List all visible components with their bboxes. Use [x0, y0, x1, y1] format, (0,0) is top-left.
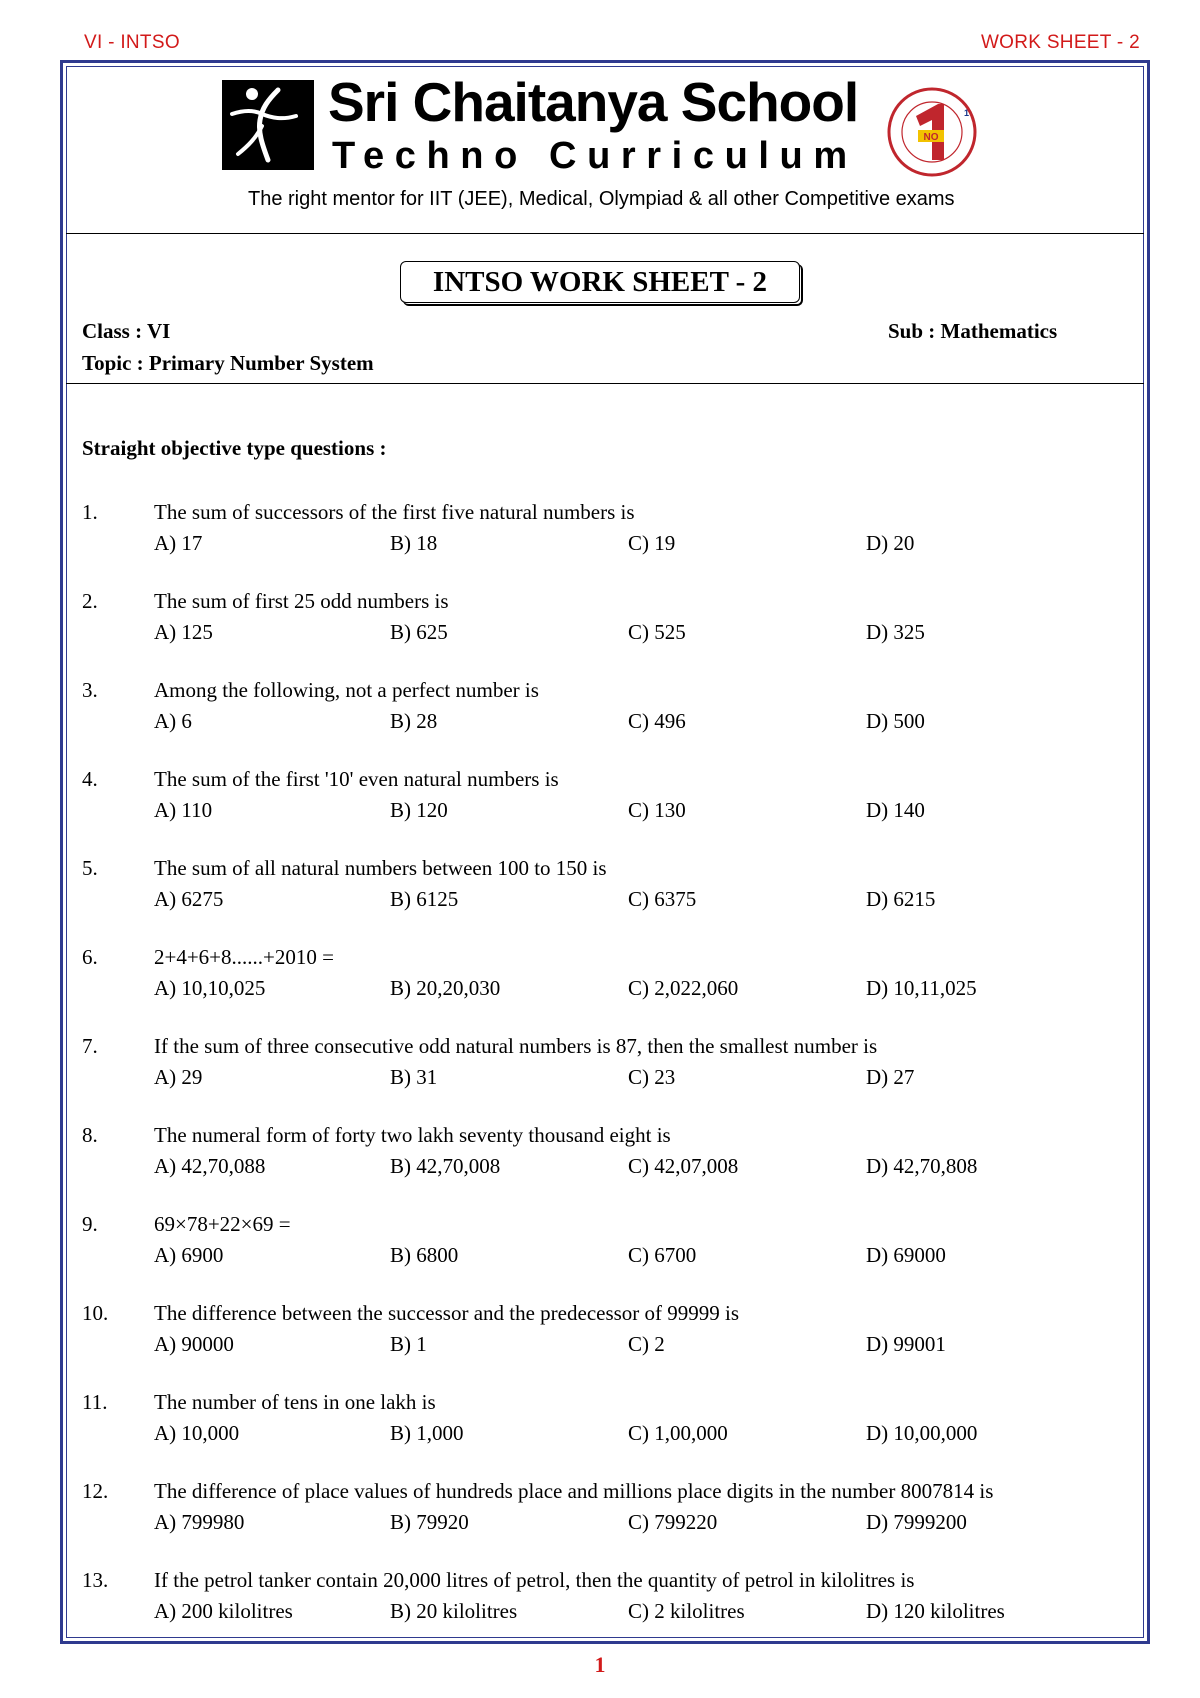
question-number: 4. — [82, 767, 98, 791]
question-text: The sum of first 25 odd numbers is — [154, 589, 449, 613]
question-text: The difference between the successor and the predecessor of 99999 is — [154, 1301, 740, 1325]
answer-option: D) 7999200 — [866, 1510, 967, 1534]
answer-option: C) 130 — [628, 798, 686, 822]
answer-option: A) 110 — [154, 798, 213, 822]
page-number: 1 — [594, 1652, 606, 1677]
answer-option: B) 6800 — [390, 1243, 459, 1267]
question-text: Among the following, not a perfect number is — [154, 678, 539, 702]
curriculum-name: Techno Curriculum — [332, 135, 858, 177]
question-text: The numeral form of forty two lakh seventy thousand eight is — [154, 1123, 671, 1147]
answer-option: C) 23 — [628, 1065, 676, 1089]
running-header-right: WORK SHEET - 2 — [980, 32, 1140, 53]
header-divider — [66, 233, 1144, 234]
answer-option: D) 99001 — [866, 1332, 946, 1356]
answer-options — [154, 1421, 1144, 1449]
answer-options — [154, 1065, 1144, 1093]
answer-option: B) 28 — [390, 709, 438, 733]
question-number: 2. — [82, 589, 98, 613]
question-number: 5. — [82, 856, 98, 880]
answer-option: A) 90000 — [154, 1332, 234, 1356]
school-logo-icon — [222, 80, 314, 170]
answer-option: C) 799220 — [628, 1510, 718, 1534]
answer-option: C) 19 — [628, 531, 676, 555]
answer-option: A) 799980 — [154, 1510, 245, 1534]
answer-options — [154, 1243, 1144, 1271]
answer-options — [154, 531, 1144, 559]
answer-option: C) 42,07,008 — [628, 1154, 739, 1178]
answer-options — [154, 1332, 1144, 1360]
answer-option: B) 31 — [390, 1065, 438, 1089]
badge-no-text: NO — [923, 132, 939, 143]
answer-option: A) 6900 — [154, 1243, 224, 1267]
answer-option: A) 17 — [154, 531, 203, 555]
question-text: 2+4+6+8......+2010 = — [154, 945, 334, 969]
answer-option: D) 325 — [866, 620, 925, 644]
runner-figure-icon — [222, 80, 314, 170]
answer-option: C) 2 kilolitres — [628, 1599, 745, 1623]
question-text: The difference of place values of hundreds place and millions place digits in the number 8007814 is — [154, 1479, 994, 1503]
answer-options — [154, 976, 1144, 1004]
question-number: 9. — [82, 1212, 98, 1236]
answer-option: D) 69000 — [866, 1243, 946, 1267]
answer-option: D) 42,70,808 — [866, 1154, 978, 1178]
answer-option: B) 18 — [390, 531, 438, 555]
answer-option: C) 2 — [628, 1332, 665, 1356]
answer-option: B) 20,20,030 — [390, 976, 501, 1000]
answer-option: B) 1 — [390, 1332, 427, 1356]
info-divider — [66, 383, 1144, 384]
number-one-badge-icon — [886, 86, 978, 178]
question-text: The number of tens in one lakh is — [154, 1390, 436, 1414]
tagline: The right mentor for IIT (JEE), Medical, Olympiad & all other Competitive exams — [248, 188, 955, 210]
answer-option: D) 20 — [866, 531, 915, 555]
school-name: Sri Chaitanya School — [328, 71, 859, 133]
question-number: 10. — [82, 1301, 109, 1325]
answer-option: A) 10,10,025 — [154, 976, 266, 1000]
class-label: Class : VI — [82, 319, 171, 343]
answer-option: D) 500 — [866, 709, 925, 733]
question-number: 13. — [82, 1568, 109, 1592]
answer-option: A) 200 kilolitres — [154, 1599, 293, 1623]
answer-option: A) 6275 — [154, 887, 224, 911]
section-heading: Straight objective type questions : — [82, 436, 387, 460]
answer-option: B) 1,000 — [390, 1421, 464, 1445]
answer-option: B) 6125 — [390, 887, 459, 911]
question-number: 7. — [82, 1034, 98, 1058]
answer-option: B) 79920 — [390, 1510, 469, 1534]
answer-option: B) 20 kilolitres — [390, 1599, 518, 1623]
answer-option: A) 29 — [154, 1065, 203, 1089]
answer-options — [154, 709, 1144, 737]
worksheet-title: INTSO WORK SHEET - 2 — [400, 261, 800, 303]
answer-option: B) 42,70,008 — [390, 1154, 501, 1178]
answer-option: C) 2,022,060 — [628, 976, 739, 1000]
answer-option: C) 1,00,000 — [628, 1421, 728, 1445]
answer-option: A) 10,000 — [154, 1421, 240, 1445]
answer-options — [154, 1599, 1144, 1627]
question-text: If the sum of three consecutive odd natural numbers is 87, then the smallest number is — [154, 1034, 878, 1058]
question-text: The sum of successors of the first five natural numbers is — [154, 500, 635, 524]
question-text: The sum of the first '10' even natural numbers is — [154, 767, 559, 791]
answer-option: C) 496 — [628, 709, 686, 733]
question-number: 1. — [82, 500, 98, 524]
question-number: 6. — [82, 945, 98, 969]
answer-option: A) 6 — [154, 709, 192, 733]
answer-option: D) 6215 — [866, 887, 936, 911]
answer-options — [154, 1510, 1144, 1538]
answer-option: D) 10,11,025 — [866, 976, 977, 1000]
question-text: 69×78+22×69 = — [154, 1212, 291, 1236]
answer-option: C) 6700 — [628, 1243, 697, 1267]
question-text: If the petrol tanker contain 20,000 litres of petrol, then the quantity of petrol in kilolitres is — [154, 1568, 915, 1592]
answer-options — [154, 620, 1144, 648]
answer-option: C) 6375 — [628, 887, 697, 911]
answer-options — [154, 887, 1144, 915]
subject-label: Sub : Mathematics — [888, 319, 1058, 343]
answer-option: D) 27 — [866, 1065, 915, 1089]
topic-label: Topic : Primary Number System — [82, 351, 374, 375]
answer-options — [154, 798, 1144, 826]
question-text: The sum of all natural numbers between 100 to 150 is — [154, 856, 607, 880]
badge-number-text: 1 — [964, 108, 970, 118]
answer-option: D) 120 kilolitres — [866, 1599, 1005, 1623]
question-number: 11. — [82, 1390, 108, 1414]
answer-option: A) 125 — [154, 620, 213, 644]
answer-option: B) 625 — [390, 620, 448, 644]
question-number: 12. — [82, 1479, 109, 1503]
answer-option: D) 140 — [866, 798, 925, 822]
running-header-left: VI - INTSO — [84, 32, 180, 53]
answer-option: B) 120 — [390, 798, 448, 822]
answer-option: A) 42,70,088 — [154, 1154, 266, 1178]
answer-option: C) 525 — [628, 620, 686, 644]
question-number: 3. — [82, 678, 98, 702]
answer-options — [154, 1154, 1144, 1182]
answer-option: D) 10,00,000 — [866, 1421, 978, 1445]
question-number: 8. — [82, 1123, 98, 1147]
